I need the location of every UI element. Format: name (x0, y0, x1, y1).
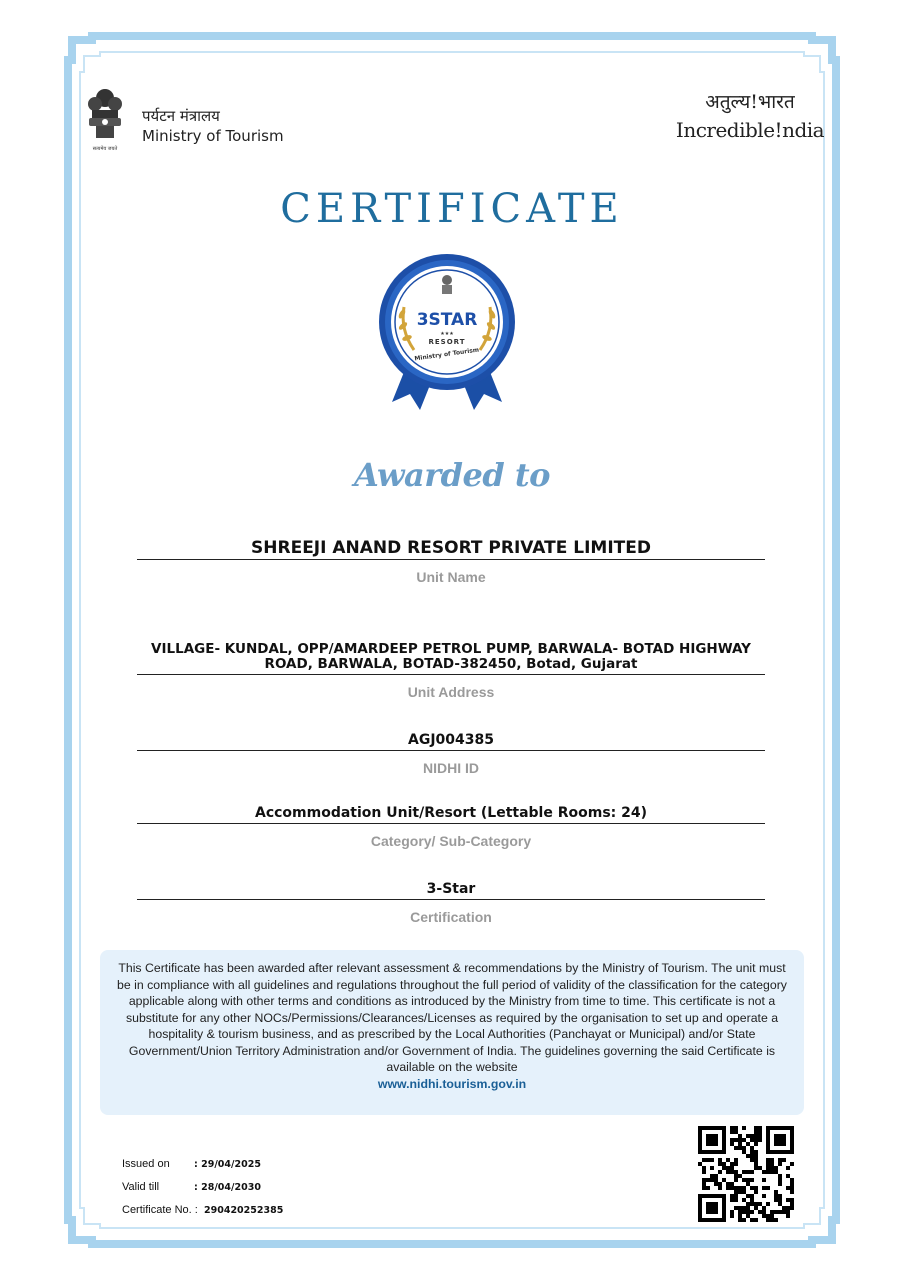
category-value: Accommodation Unit/Resort (Lettable Rooms: 24) (254, 805, 648, 821)
unit-name-label: Unit Name (416, 569, 486, 585)
unit-address-field (137, 642, 765, 700)
ministry-english-name: Ministry of Tourism (142, 127, 284, 145)
divider (137, 823, 765, 824)
terms-notice-body: This Certificate has been awarded after relevant assessment & recommendations by the Ministry of Tourism. The unit must be in compliance with all guidelines and regulations throughout the full period of validity of the classification for the category applicable along with other terms and conditions as introduced by the Ministry from time to time. This certificate is not a substitute for any other NOCs/Permissions/Clearances/Licenses as required by the organisation to set up and operate a hospitality & tourism business, and as prescribed by the Local Authorities (Panchayat or Municipal) and/or State Government/Union Territory Administration and/or Government of India. The guidelines governing the said Certificate is available on the website (117, 961, 787, 1074)
certificate-no-value: 290420252385 (204, 1205, 284, 1216)
nidhi-id-label: NIDHI ID (423, 760, 479, 776)
incredible-india-hindi-logo: अतुल्य!भारत (705, 91, 795, 113)
issued-on-label: Issued on (122, 1158, 170, 1170)
national-emblem-icon (80, 84, 130, 154)
awarded-to-heading: Awarded to (353, 456, 551, 494)
nidhi-id-value: AGJ004385 (408, 732, 494, 748)
terms-notice-box (100, 950, 804, 1115)
divider (137, 899, 765, 900)
badge-stars: ★★★ (440, 331, 454, 337)
certificate-no-label: Certificate No. : (122, 1204, 198, 1216)
unit-name-value: SHREEJI ANAND RESORT PRIVATE LIMITED (251, 538, 651, 558)
qr-code-icon[interactable] (698, 1126, 794, 1222)
certification-value: 3-Star (426, 881, 476, 897)
star-rating-badge (352, 252, 542, 417)
unit-address-value: VILLAGE- KUNDAL, OPP/AMARDEEP PETROL PUMP, BARWALA- BOTAD HIGHWAY ROAD, BARWALA, BOTAD-382450, Botad, Gujarat (151, 641, 751, 672)
issued-on-value: : 29/04/2025 (194, 1159, 261, 1170)
ministry-hindi-name: पर्यटन मंत्रालय (142, 107, 220, 125)
certification-field (137, 882, 765, 925)
nidhi-id-field (137, 733, 765, 776)
valid-till-value: : 28/04/2030 (194, 1182, 261, 1193)
category-label: Category/ Sub-Category (370, 833, 532, 849)
divider (137, 559, 765, 560)
certification-label: Certification (410, 909, 492, 925)
badge-issuer: Ministry of Tourism (414, 346, 480, 363)
badge-type: RESORT (428, 338, 466, 346)
unit-address-label: Unit Address (407, 684, 495, 700)
incredible-india-logo: Incredible!ndia (675, 118, 825, 142)
valid-till-label: Valid till (122, 1181, 160, 1193)
unit-name-field (137, 539, 765, 585)
category-field (137, 806, 765, 849)
svg-text:सत्यमेव जयते: सत्यमेव जयते (92, 146, 118, 152)
divider (137, 674, 765, 675)
certificate-title: CERTIFICATE (280, 186, 624, 232)
nidhi-website-link[interactable]: www.nidhi.tourism.gov.in (377, 1076, 527, 1091)
divider (137, 750, 765, 751)
badge-rating: 3STAR (416, 310, 478, 330)
terms-notice-text (116, 960, 788, 1092)
